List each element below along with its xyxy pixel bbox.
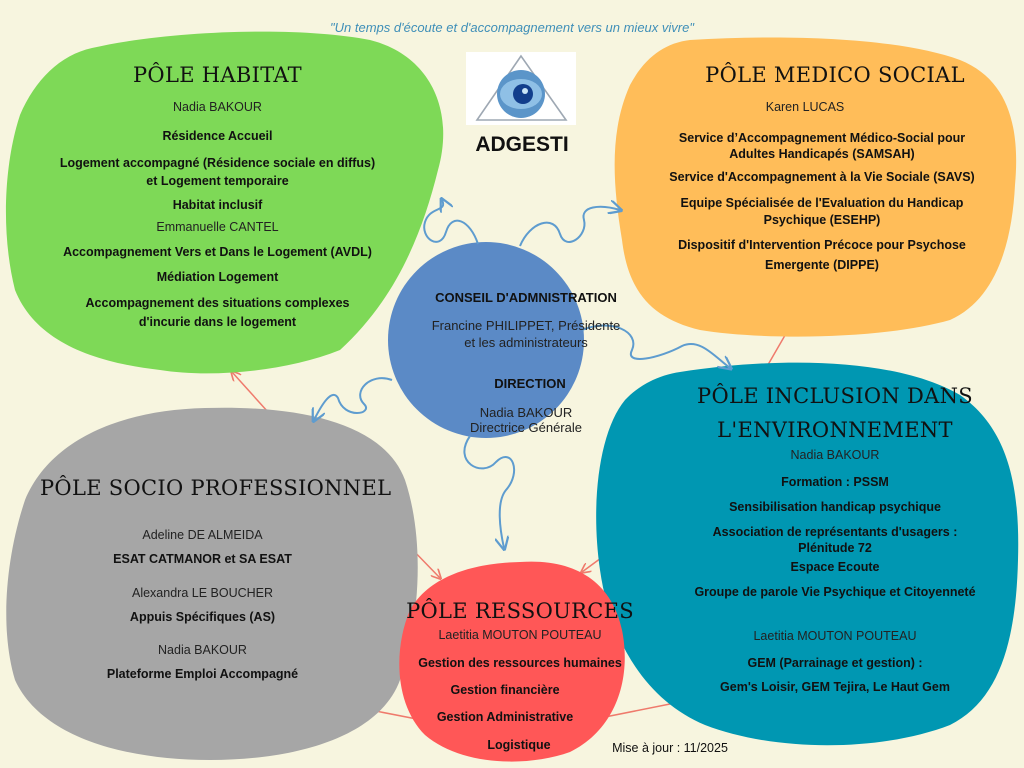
direction-name: Nadia BAKOUR: [479, 405, 573, 420]
ressources-item-4: Logistique: [487, 738, 551, 752]
eye-triangle-icon: [466, 52, 576, 125]
socio-item-1: ESAT CATMANOR et SA ESAT: [113, 552, 292, 566]
arrow-center-to-socio: [314, 378, 392, 420]
habitat-item-2b: et Logement temporaire: [146, 174, 289, 188]
ressources-item-1: Gestion des ressources humaines: [418, 656, 622, 670]
direction-title: DIRECTION: [494, 376, 566, 391]
socio-item-2: Appuis Spécifiques (AS): [129, 610, 276, 624]
habitat-title: PÔLE HABITAT: [133, 63, 302, 87]
socio-name-2: Alexandra LE BOUCHER: [131, 586, 274, 600]
logo-text: ADGESTI: [475, 133, 569, 156]
medico-title: PÔLE MEDICO SOCIAL: [705, 63, 965, 87]
ressources-title: PÔLE RESSOURCES: [406, 599, 634, 623]
inclusion-item-2: Sensibilisation handicap psychique: [729, 500, 941, 514]
ressources-item-2: Gestion financière: [450, 683, 560, 697]
board-line-1: Francine PHILIPPET, Présidente: [431, 318, 621, 333]
inclusion-name-2: Laetitia MOUTON POUTEAU: [753, 629, 917, 643]
board-line-2: et les administrateurs: [464, 335, 588, 350]
arrow-center-to-ressources: [464, 436, 514, 548]
medico-name: Karen LUCAS: [765, 100, 845, 114]
medico-item-3b: Psychique (ESEHP): [763, 213, 881, 227]
socio-blob: [6, 408, 417, 760]
habitat-item-5: Médiation Logement: [156, 270, 279, 284]
tagline: "Un temps d'écoute et d'accompagnement vers un mieux vivre": [330, 20, 694, 35]
board-title: CONSEIL D'ADMNISTRATION: [435, 290, 617, 305]
inclusion-item-3b: Plénitude 72: [798, 541, 872, 555]
habitat-item-3: Habitat inclusif: [172, 198, 263, 212]
habitat-item-6b: d'incurie dans le logement: [138, 315, 297, 329]
ressources-name: Laetitia MOUTON POUTEAU: [438, 628, 602, 642]
inclusion-name-1: Nadia BAKOUR: [790, 448, 880, 462]
habitat-item-1: Résidence Accueil: [162, 129, 273, 143]
inclusion-title-2: L'ENVIRONNEMENT: [717, 418, 953, 442]
socio-name-3: Nadia BAKOUR: [158, 643, 247, 657]
habitat-item-2a: Logement accompagné (Résidence sociale en diffus): [59, 156, 376, 170]
medico-item-1b: Adultes Handicapés (SAMSAH): [729, 147, 915, 161]
arrow-socio-to-habitat: [232, 372, 268, 412]
socio-name-1: Adeline DE ALMEIDA: [142, 528, 263, 542]
habitat-name-2: Emmanuelle CANTEL: [156, 220, 279, 234]
inclusion-item-6: GEM (Parrainage et gestion) :: [747, 656, 923, 670]
inclusion-title-1: PÔLE INCLUSION DANS: [697, 384, 973, 408]
habitat-name-1: Nadia BAKOUR: [173, 100, 262, 114]
medico-item-3a: Equipe Spécialisée de l'Evaluation du Handicap: [680, 196, 964, 210]
inclusion-item-3a: Association de représentants d'usagers :: [712, 525, 958, 539]
inclusion-item-7: Gem's Loisir, GEM Tejira, Le Haut Gem: [720, 680, 950, 694]
update-date: Mise à jour : 11/2025: [612, 741, 728, 755]
medico-item-2: Service d'Accompagnement à la Vie Sociale (SAVS): [669, 170, 975, 184]
habitat-item-4: Accompagnement Vers et Dans le Logement (AVDL): [63, 245, 372, 259]
habitat-item-6a: Accompagnement des situations complexes: [85, 296, 350, 310]
direction-role: Directrice Générale: [470, 420, 582, 435]
medico-item-4a: Dispositif d'Intervention Précoce pour Psychose: [678, 238, 966, 252]
socio-item-3: Plateforme Emploi Accompagné: [106, 667, 299, 681]
medico-item-4b: Emergente (DIPPE): [765, 258, 879, 272]
inclusion-item-1: Formation : PSSM: [781, 475, 889, 489]
inclusion-item-4: Espace Ecoute: [790, 560, 880, 574]
medico-item-1a: Service d’Accompagnement Médico-Social pour: [678, 131, 966, 145]
socio-title: PÔLE SOCIO PROFESSIONNEL: [40, 476, 392, 500]
ressources-item-3: Gestion Administrative: [436, 710, 574, 724]
arrow-center-to-medico: [520, 207, 620, 246]
inclusion-item-5: Groupe de parole Vie Psychique et Citoyenneté: [694, 585, 976, 599]
arrow-center-to-habitat: [424, 200, 478, 244]
